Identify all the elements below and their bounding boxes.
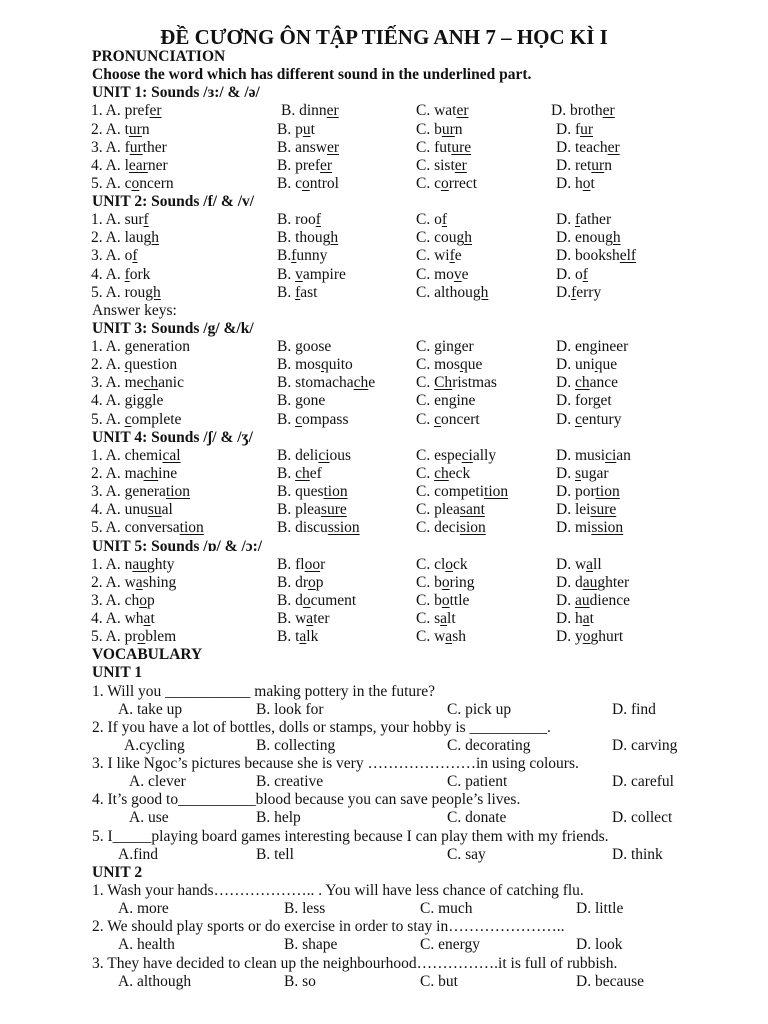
text-segment: UNIT 4: Sounds /ʃ/ & /ʒ/ (92, 428, 253, 446)
text-segment: B. less (284, 900, 326, 918)
text-segment: 2. A. question (91, 356, 178, 374)
text-line (0, 338, 768, 356)
text-segment: 1. Wash your hands……………….. . You will have less chance of catching flu. (92, 881, 584, 899)
text-segment: 4. A. fork (91, 265, 151, 283)
text-segment: C. sister (416, 156, 467, 174)
text-segment: C. water (416, 102, 469, 120)
text-segment: D. enough (556, 229, 621, 247)
text-segment: 5. I_____playing board games interesting because I can play them with my friends. (92, 827, 609, 845)
text-segment: 2. A. machine (91, 464, 178, 482)
text-segment: D. brother (551, 102, 615, 120)
text-segment: C. clock (416, 555, 468, 573)
text-segment: A. take up (118, 700, 183, 718)
text-segment: B. drop (277, 573, 324, 591)
text-segment: B. shape (284, 936, 338, 954)
text-segment: 1. A. chemical (91, 446, 181, 464)
text-line (0, 900, 768, 918)
text-segment: C. mosque (416, 356, 483, 374)
text-line (0, 809, 768, 827)
text-segment: 1. A. generation (91, 338, 191, 356)
text-segment: C. salt (416, 610, 456, 628)
text-line (0, 247, 768, 265)
section-heading (0, 664, 768, 682)
text-line (0, 882, 768, 900)
text-segment: B. though (277, 229, 339, 247)
text-segment: 2. A. turn (91, 120, 150, 138)
text-segment: D. bookshelf (556, 247, 637, 265)
text-segment: C. wife (416, 247, 462, 265)
text-segment: C. future (416, 138, 472, 156)
text-segment: UNIT 5: Sounds /ɒ/ & /ɔ:/ (92, 537, 263, 555)
section-heading (0, 320, 768, 338)
text-line (0, 918, 768, 936)
text-segment: 1. A. prefer (91, 102, 162, 120)
text-segment: D. audience (556, 591, 631, 609)
text-segment: D. century (556, 410, 622, 428)
text-segment: C. decorating (447, 736, 531, 754)
text-line (0, 102, 768, 120)
text-segment: D. carving (612, 736, 678, 754)
text-segment: B. look for (256, 700, 324, 718)
text-segment: C. bottle (416, 591, 470, 609)
text-segment: B. put (277, 120, 315, 138)
text-segment: D. daughter (556, 573, 630, 591)
text-segment: D. unique (556, 356, 618, 374)
text-segment: B. fast (277, 283, 318, 301)
text-segment: D. wall (556, 555, 602, 573)
text-segment: 4. A. giggle (91, 392, 164, 410)
text-segment: 3. A. of (91, 247, 138, 265)
text-segment: D. chance (556, 374, 618, 392)
text-segment: D. father (556, 211, 612, 229)
text-segment: 5. A. rough (91, 283, 161, 301)
section-heading (0, 66, 768, 84)
text-segment: D. careful (612, 773, 674, 791)
text-line (0, 411, 768, 429)
text-segment: B.funny (277, 247, 328, 265)
text-segment: D. yoghurt (556, 628, 624, 646)
text-segment: 2. A. washing (91, 573, 177, 591)
section-heading (0, 646, 768, 664)
text-segment: B. prefer (277, 156, 333, 174)
text-segment: D.ferry (556, 283, 602, 301)
text-segment: D. portion (556, 483, 620, 501)
text-segment: 5. A. problem (91, 628, 177, 646)
text-segment: UNIT 2: Sounds /f/ & /v/ (92, 193, 255, 211)
text-line (0, 211, 768, 229)
text-segment: D. return (556, 156, 612, 174)
text-segment: A.cycling (124, 736, 185, 754)
text-segment: C. patient (447, 773, 508, 791)
text-line (0, 955, 768, 973)
text-segment: B. floor (277, 555, 326, 573)
text-segment: C. especially (416, 446, 497, 464)
text-segment: C. ginger (416, 338, 474, 356)
text-line (0, 284, 768, 302)
text-segment: D. collect (612, 809, 673, 827)
text-segment: B. discussion (277, 519, 360, 537)
text-segment: A. although (118, 972, 192, 990)
text-line (0, 701, 768, 719)
text-segment: D. little (576, 900, 624, 918)
text-line (0, 556, 768, 574)
text-segment: B. collecting (256, 736, 336, 754)
text-segment: B. document (277, 591, 357, 609)
text-line (0, 628, 768, 646)
text-segment: D. teacher (556, 138, 620, 156)
text-segment: 1. Will you ___________ making pottery in the future? (92, 682, 436, 700)
section-heading (0, 193, 768, 211)
text-segment: C. check (416, 464, 471, 482)
text-segment: C. say (447, 845, 486, 863)
text-segment: B. help (256, 809, 301, 827)
text-segment: 3. A. mechanic (91, 374, 184, 392)
text-segment: 2. A. laugh (91, 229, 160, 247)
section-heading (0, 538, 768, 556)
text-segment: D. leisure (556, 501, 617, 519)
text-segment: D. fur (556, 120, 594, 138)
text-segment: D. forget (556, 392, 612, 410)
text-segment: B. pleasure (277, 501, 347, 519)
text-line (0, 483, 768, 501)
text-segment: B. mosquito (277, 356, 353, 374)
text-segment: Answer keys: (92, 301, 177, 319)
text-line (0, 175, 768, 193)
text-segment: C. but (420, 972, 458, 990)
text-segment: D. mission (556, 519, 624, 537)
text-segment: B. stomachache (277, 374, 376, 392)
text-segment: Choose the word which has different sound in the underlined part. (92, 66, 532, 84)
text-segment: B. so (284, 972, 316, 990)
text-segment: C. pleasant (416, 501, 485, 519)
text-line (0, 519, 768, 537)
text-line (0, 737, 768, 755)
section-heading (0, 864, 768, 882)
text-line (0, 139, 768, 157)
text-line (0, 574, 768, 592)
text-line (0, 828, 768, 846)
section-heading (0, 48, 768, 66)
text-segment: C. cough (416, 229, 472, 247)
text-segment: D. hot (556, 174, 595, 192)
text-segment: UNIT 2 (92, 863, 143, 881)
text-segment: 5. A. conversation (91, 519, 204, 537)
text-line (0, 791, 768, 809)
text-segment: PRONUNCIATION (92, 48, 226, 65)
text-segment: C. burn (416, 120, 463, 138)
text-segment: B. chef (277, 464, 322, 482)
text-segment: B. delicious (277, 446, 352, 464)
text-segment: C. pick up (447, 700, 512, 718)
text-segment: C. decision (416, 519, 486, 537)
text-segment: D. think (612, 845, 663, 863)
text-segment: B. gone (277, 392, 326, 410)
text-segment: C. boring (416, 573, 475, 591)
text-segment: 3. I like Ngoc’s pictures because she is very …………………in using colours. (92, 755, 579, 773)
text-segment: C. of (416, 211, 448, 229)
text-line (0, 356, 768, 374)
text-segment: B. roof (277, 211, 321, 229)
text-line (0, 719, 768, 737)
text-segment: C. donate (447, 809, 507, 827)
text-segment: C. energy (420, 936, 480, 954)
text-segment: 5. A. concern (91, 174, 174, 192)
text-segment: C. wash (416, 628, 466, 646)
text-segment: 2. If you have a lot of bottles, dolls or stamps, your hobby is __________. (92, 718, 551, 736)
text-line (0, 302, 768, 320)
text-segment: B. creative (256, 773, 324, 791)
text-segment: UNIT 1: Sounds /ɜ:/ & /ə/ (92, 84, 260, 102)
text-line (0, 610, 768, 628)
text-segment: C. move (416, 265, 469, 283)
text-segment: 4. A. what (91, 610, 155, 628)
text-segment: D. look (576, 936, 623, 954)
text-segment: B. tell (256, 845, 294, 863)
text-segment: B. question (277, 483, 348, 501)
text-line (0, 392, 768, 410)
text-segment: 3. A. further (91, 138, 167, 156)
section-heading (0, 429, 768, 447)
text-segment: 3. A. chop (91, 591, 155, 609)
text-segment: D. of (556, 265, 588, 283)
text-segment: B. control (277, 174, 339, 192)
text-segment: 3. They have decided to clean up the neighbourhood…………….it is full of rubbish. (92, 954, 618, 972)
text-segment: D. engineer (556, 338, 629, 356)
text-segment: B. water (277, 610, 330, 628)
text-line (0, 447, 768, 465)
text-segment: 5. A. complete (91, 410, 182, 428)
text-segment: C. although (416, 283, 489, 301)
text-segment: B. answer (277, 138, 339, 156)
text-line (0, 773, 768, 791)
text-segment: A. more (118, 900, 169, 918)
text-segment: C. correct (416, 174, 478, 192)
text-segment: 4. A. unusual (91, 501, 173, 519)
text-segment: A. health (118, 936, 175, 954)
text-segment: A. clever (129, 773, 186, 791)
text-segment: C. competition (416, 483, 509, 501)
text-segment: D. sugar (556, 464, 609, 482)
text-line (0, 592, 768, 610)
text-segment: D. musician (556, 446, 631, 464)
text-segment: B. vampire (277, 265, 346, 283)
section-heading (0, 84, 768, 102)
text-line (0, 755, 768, 773)
text-segment: 1. A. surf (91, 211, 149, 229)
text-line (0, 121, 768, 139)
text-segment: C. engine (416, 392, 476, 410)
text-line (0, 973, 768, 991)
text-segment: D. because (576, 972, 644, 990)
text-line (0, 465, 768, 483)
text-line (0, 683, 768, 701)
text-segment: B. compass (277, 410, 349, 428)
text-line (0, 846, 768, 864)
text-segment: VOCABULARY (92, 646, 203, 664)
text-line (0, 374, 768, 392)
text-segment: 3. A. generation (91, 483, 191, 501)
text-segment: UNIT 1 (92, 664, 143, 682)
text-line (0, 936, 768, 954)
text-segment: A. use (129, 809, 169, 827)
text-line (0, 501, 768, 519)
text-line (0, 229, 768, 247)
text-segment: D. hat (556, 610, 594, 628)
text-segment: C. much (420, 900, 473, 918)
text-segment: 2. We should play sports or do exercise in order to stay in………………….. (92, 918, 565, 936)
text-line (0, 157, 768, 175)
text-segment: UNIT 3: Sounds /g/ &/k/ (92, 319, 254, 337)
document-title: ĐỀ CƯƠNG ÔN TẬP TIẾNG ANH 7 – HỌC KÌ I (160, 25, 608, 49)
text-segment: B. talk (277, 628, 319, 646)
text-segment: C. concert (416, 410, 480, 428)
text-segment: 4. A. learner (91, 156, 168, 174)
text-line (0, 266, 768, 284)
text-segment: C. Christmas (416, 374, 497, 392)
text-segment: B. goose (277, 338, 332, 356)
text-segment: A.find (118, 845, 159, 863)
text-segment: 4. It’s good to__________blood because you can save people’s lives. (92, 791, 521, 809)
text-segment: D. find (612, 700, 656, 718)
text-segment: 1. A. naughty (91, 555, 175, 573)
text-segment: B. dinner (281, 102, 339, 120)
